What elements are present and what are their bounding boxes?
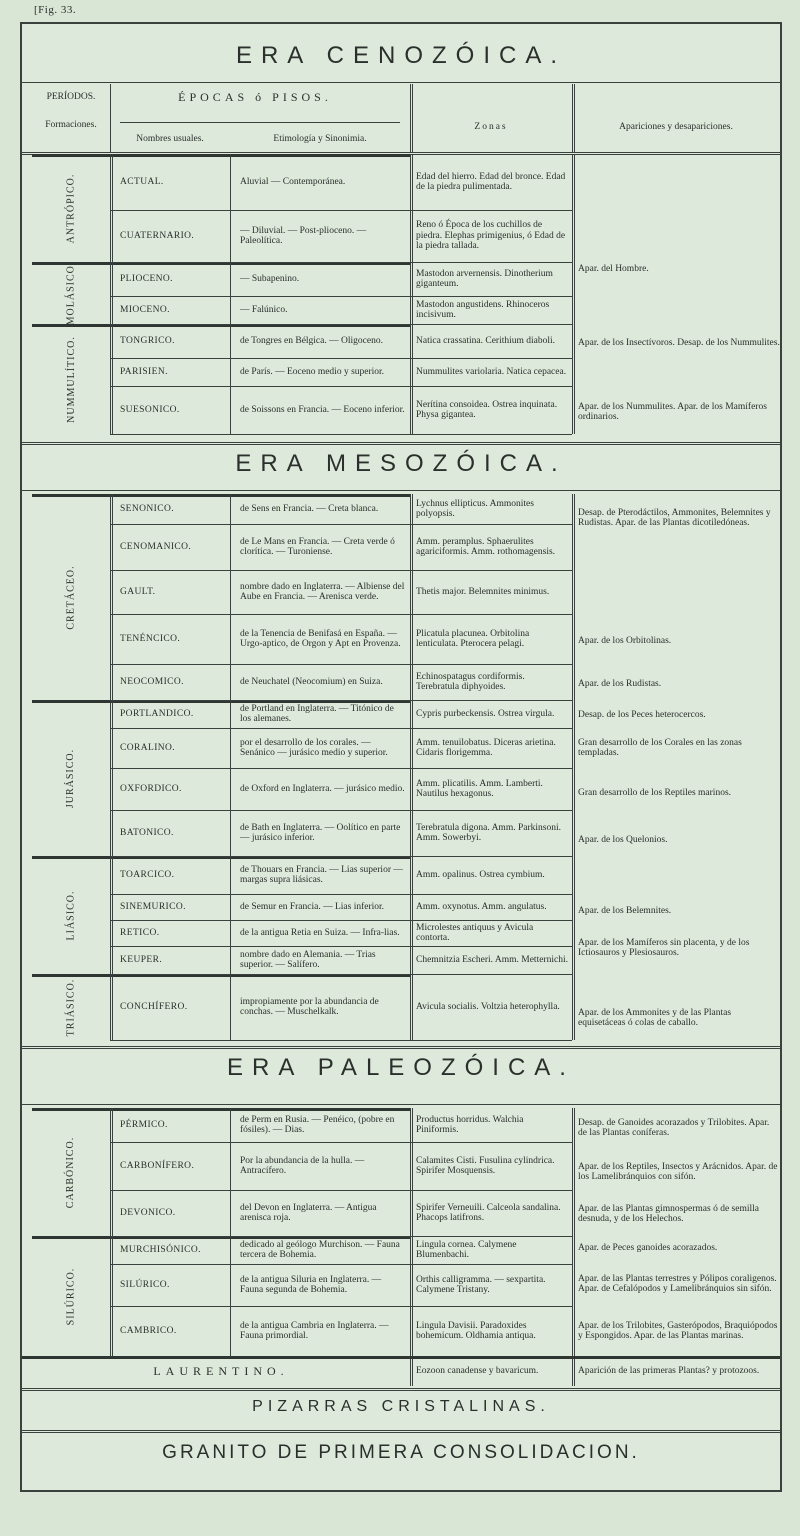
period-label	[32, 856, 110, 974]
epoch-zones: Calamites Cisti. Fusulina cylindrica. Spirifer Mosquensis.	[416, 1155, 555, 1176]
epoch-etymology: nombre dado en Alemania. — Trias superior. — Salífero.	[240, 949, 376, 970]
laurentino-name: LAURENTINO.	[153, 1363, 289, 1378]
period-name: NUMMULÍTICO.	[65, 335, 77, 423]
era-title: ERA CENOZÓICA.	[235, 42, 567, 69]
rule-line	[22, 1388, 780, 1391]
rule-line	[410, 946, 572, 947]
column-rule	[572, 1356, 575, 1386]
era-title: ERA PALEOZÓICA.	[227, 1054, 575, 1081]
period-label	[32, 974, 110, 1040]
laurentino-appearance: Aparición de las primeras Plantas? y protozoos.	[578, 1365, 760, 1376]
rule-line	[410, 324, 572, 325]
epoch-zones: Amm. oxynotus. Amm. angulatus.	[416, 901, 547, 912]
appearance-note: Apar. de los Insectívoros. Desap. de los Nummulites.	[578, 337, 780, 348]
epoch-etymology: — Diluvial. — Post-plioceno. — Paleolítica.	[240, 225, 367, 246]
epoch-zones: Productus horridus. Walchia Piniformis.	[416, 1114, 524, 1135]
period-label	[32, 494, 110, 700]
rule-line	[410, 1190, 572, 1191]
appearance-note: Apar. de los Belemnites.	[578, 905, 672, 916]
epoch-etymology: de la Tenencia de Benifasá en España. — Urgo-aptico, de Orgon y Apt en Provenza.	[240, 628, 401, 649]
epoch-name: PÉRMICO.	[120, 1119, 168, 1130]
rule-line	[410, 1264, 572, 1265]
rule-line	[410, 296, 572, 297]
appearance-note: Apar. de las Plantas terrestres y Pólipos coraligenos. Apar. de Cefalópodos y Lamelibránquios sin sifón.	[578, 1273, 777, 1294]
epoch-etymology: de la antigua Retia en Suiza. — Infra-lias.	[240, 927, 400, 938]
epoch-name: DEVONICO.	[120, 1207, 176, 1218]
column-rule	[230, 1108, 231, 1356]
period-label	[32, 324, 110, 434]
epoch-name: OXFORDICO.	[120, 783, 182, 794]
appearance-note: Apar. del Hombre.	[578, 263, 649, 274]
epoch-etymology: de Bath en Inglaterra. — Oolítico en parte — jurásico inferior.	[240, 822, 401, 843]
rule-line	[22, 1046, 780, 1049]
column-rule	[572, 84, 575, 152]
epoch-etymology: de Perm en Rusia. — Penéico, (pobre en fósiles). — Dias.	[240, 1114, 395, 1135]
rule-line	[410, 894, 572, 895]
rule-line	[22, 1356, 780, 1359]
period-label	[32, 154, 110, 262]
period-name: TRIÁSICO.	[65, 978, 77, 1036]
rule-line	[22, 490, 780, 491]
epoch-etymology: nombre dado en Inglaterra. — Albiense del Aube en Francia. — Arenisca verde.	[240, 581, 405, 602]
column-rule	[410, 84, 413, 152]
epoch-name: BATONICO.	[120, 827, 174, 838]
column-rule	[410, 1356, 413, 1386]
rule-line	[110, 1040, 410, 1041]
epoch-zones: Nerítina consoidea. Ostrea inquinata. Physa gigantea.	[416, 399, 558, 420]
header-zonas: Zonas	[474, 122, 508, 132]
rule-line	[22, 82, 780, 83]
header-periodos: PERÍODOS.	[46, 92, 96, 102]
epoch-zones: Amm. plicatilis. Amm. Lamberti. Nautilus hexagonus.	[416, 778, 543, 799]
period-name: LIÁSICO.	[65, 890, 77, 940]
epoch-etymology: de Oxford en Inglaterra. — jurásico medio.	[240, 783, 405, 794]
appearance-note: Gran desarrollo de los Reptiles marinos.	[578, 787, 732, 798]
rule-line	[410, 810, 572, 811]
epoch-zones: Amm. opalinus. Ostrea cymbium.	[416, 869, 545, 880]
epoch-name: SUESONICO.	[120, 404, 180, 415]
column-rule	[110, 84, 111, 152]
epoch-zones: Natica crassatina. Cerithium diaboli.	[416, 335, 556, 346]
rule-line	[410, 262, 572, 263]
epoch-zones: Reno ó Época de los cuchillos de piedra. Elephas primigenius, ó Edad de la piedra tallada.	[416, 220, 566, 252]
epoch-etymology: de París. — Eoceno medio y superior.	[240, 366, 385, 377]
epoch-name: TOARCICO.	[120, 869, 175, 880]
period-label	[32, 1108, 110, 1236]
rule-line	[410, 920, 572, 921]
epoch-zones: Chemnitzia Escheri. Amm. Metternichi.	[416, 954, 568, 965]
appearance-note: Apar. de los Mamíferos sin placenta, y de los Ictiosauros y Plesiosauros.	[578, 937, 750, 958]
header-epocas: ÉPOCAS ó PISOS.	[178, 90, 332, 104]
column-rule	[230, 494, 231, 1040]
rule-line	[120, 122, 400, 123]
granito-primera-consolidacion: GRANITO DE PRIMERA CONSOLIDACION.	[162, 1442, 640, 1463]
appearance-note: Desap. de Ganoides acorazados y Trilobites. Apar. de las Plantas coníferas.	[578, 1117, 770, 1138]
period-name: JURÁSICO.	[65, 748, 77, 808]
epoch-name: TONGRICO.	[120, 335, 175, 346]
column-rule	[110, 494, 113, 1040]
period-name: SILÚRICO.	[65, 1267, 77, 1325]
appearance-note: Apar. de Peces ganoides acorazados.	[578, 1242, 718, 1253]
rule-line	[410, 434, 572, 435]
epoch-zones: Lingula cornea. Calymene Blumenbachi.	[416, 1239, 517, 1260]
epoch-etymology: dedicado al geólogo Murchison. — Fauna tercera de Bohemia.	[240, 1239, 400, 1260]
epoch-name: PLIOCENO.	[120, 273, 173, 284]
epoch-etymology: del Devon en Inglaterra. — Antigua arenisca roja.	[240, 1202, 377, 1223]
rule-line	[410, 664, 572, 665]
epoch-zones: Edad del hierro. Edad del bronce. Edad de la piedra pulimentada.	[416, 171, 566, 192]
epoch-name: CORALINO.	[120, 742, 176, 753]
epoch-name: SINEMURICO.	[120, 901, 186, 912]
epoch-etymology: de Le Mans en Francia. — Creta verde ó clorítica. — Turoniense.	[240, 536, 395, 557]
epoch-zones: Cypris purbeckensis. Ostrea virgula.	[416, 708, 555, 719]
laurentino-zones: Eozoon canadense y bavaricum.	[416, 1365, 539, 1376]
period-name: CRETÁCEO.	[65, 564, 77, 630]
epoch-etymology: Aluvial — Contemporánea.	[240, 176, 346, 187]
epoch-zones: Terebratula digona. Amm. Parkinsoni. Amm. Sowerbyi.	[416, 822, 561, 843]
epoch-zones: Avicula socialis. Voltzia heterophylla.	[416, 1001, 560, 1012]
epoch-name: CUATERNARIO.	[120, 230, 195, 241]
epoch-zones: Orthis calligramma. — sexpartita. Calymene Tristany.	[416, 1274, 546, 1295]
epoch-name: MIOCENO.	[120, 304, 170, 315]
rule-line	[410, 768, 572, 769]
appearance-note: Apar. de los Quelonios.	[578, 834, 668, 845]
header-apariciones: Apariciones y desapariciones.	[619, 122, 733, 132]
epoch-zones: Mastodon arvernensis. Dinotherium giganteum.	[416, 268, 553, 289]
period-label	[32, 1236, 110, 1356]
appearance-note: Desap. de Pterodáctilos, Ammonites, Belemnites y Rudistas. Apar. de las Plantas dicotiledóneas.	[578, 507, 771, 528]
epoch-name: CARBONÍFERO.	[120, 1160, 195, 1171]
epoch-zones: Nummulites variolaria. Natica cepacea.	[416, 366, 567, 377]
header-formaciones: Formaciones.	[45, 120, 97, 130]
epoch-etymology: — Falúnico.	[240, 304, 288, 315]
rule-line	[410, 856, 572, 857]
epoch-etymology: de Neuchatel (Neocomium) en Suiza.	[240, 676, 383, 687]
period-label	[32, 262, 110, 324]
rule-line	[410, 1040, 572, 1041]
epoch-name: CONCHÍFERO.	[120, 1001, 188, 1012]
rule-line	[410, 524, 572, 525]
epoch-zones: Amm. tenuilobatus. Diceras arietina. Cidaris florigemma.	[416, 737, 556, 758]
rule-line	[110, 434, 410, 435]
rule-line	[410, 358, 572, 359]
column-rule	[230, 154, 231, 434]
epoch-name: MURCHISÓNICO.	[120, 1244, 201, 1255]
epoch-etymology: de la antigua Siluria en Inglaterra. — Fauna segunda de Bohemia.	[240, 1274, 382, 1295]
epoch-zones: Microlestes antiquus y Avicula contorta.	[416, 922, 534, 943]
epoch-zones: Lychnus ellipticus. Ammonites polyopsis.	[416, 498, 534, 519]
era-title: ERA MESOZÓICA.	[235, 450, 567, 477]
rule-line	[410, 700, 572, 701]
appearance-note: Apar. de los Orbitolinas.	[578, 635, 672, 646]
column-rule	[410, 494, 413, 1040]
epoch-name: SILÚRICO.	[120, 1279, 170, 1290]
epoch-zones: Thetis major. Belemnites minimus.	[416, 586, 550, 597]
appearance-note: Apar. de las Plantas gimnospermas ó de semilla desnuda, y de los Helechos.	[578, 1203, 759, 1224]
rule-line	[410, 728, 572, 729]
rule-line	[22, 442, 780, 445]
geological-table	[20, 22, 782, 1492]
epoch-name: RETICO.	[120, 927, 160, 938]
rule-line	[410, 974, 572, 975]
epoch-zones: Amm. peramplus. Sphaerulites agariciformis. Amm. rothomagensis.	[416, 536, 556, 557]
epoch-etymology: de Tongres en Bélgica. — Oligoceno.	[240, 335, 383, 346]
column-rule	[410, 1108, 413, 1356]
epoch-name: TENÉNCICO.	[120, 633, 181, 644]
column-rule	[110, 1108, 113, 1356]
pizarras-cristalinas: PIZARRAS CRISTALINAS.	[252, 1398, 550, 1415]
epoch-name: PARISIEN.	[120, 366, 168, 377]
epoch-etymology: de Sens en Francia. — Creta blanca.	[240, 503, 379, 514]
epoch-name: PORTLANDICO.	[120, 708, 194, 719]
header-nombres: Nombres usuales.	[136, 134, 204, 144]
rule-line	[22, 1104, 780, 1105]
header-etimologia: Etimología y Sinonimia.	[273, 134, 367, 144]
epoch-etymology: de la antigua Cambria en Inglaterra. — Fauna primordial.	[240, 1320, 389, 1341]
rule-line	[410, 570, 572, 571]
period-name: MOLÁSICO.	[65, 261, 77, 325]
rule-line	[22, 1430, 780, 1433]
epoch-name: NEOCOMICO.	[120, 676, 184, 687]
epoch-name: CAMBRICO.	[120, 1325, 177, 1336]
epoch-name: SENONICO.	[120, 503, 175, 514]
rule-line	[410, 1236, 572, 1237]
rule-line	[410, 210, 572, 211]
epoch-etymology: de Thouars en Francia. — Lias superior — margas supra liásicas.	[240, 864, 403, 885]
epoch-zones: Mastodon angustidens. Rhinoceros incisivum.	[416, 299, 550, 320]
epoch-etymology: — Subapenino.	[240, 273, 300, 284]
epoch-etymology: por el desarrollo de los corales. — Senánico — jurásico medio y superior.	[240, 737, 388, 758]
appearance-note: Apar. de los Trilobites, Gasterópodos, Braquiópodos y Espongidos. Apar. de las Plantas marinas.	[578, 1320, 778, 1341]
appearance-note: Apar. de los Nummulites. Apar. de los Mamíferos ordinarios.	[578, 401, 767, 422]
epoch-zones: Echinospatagus cordiformis. Terebratula diphyoides.	[416, 671, 525, 692]
epoch-name: ACTUAL.	[120, 176, 164, 187]
appearance-note: Apar. de los Ammonites y de las Plantas equisetáceas ó colas de caballo.	[578, 1007, 732, 1028]
appearance-note: Apar. de los Rudistas.	[578, 678, 662, 689]
column-rule	[110, 154, 113, 434]
period-label	[32, 700, 110, 856]
epoch-etymology: impropiamente por la abundancia de conchas. — Muschelkalk.	[240, 996, 379, 1017]
epoch-etymology: de Semur en Francia. — Lias inferior.	[240, 901, 385, 912]
epoch-etymology: Por la abundancia de la hulla. — Antracífero.	[240, 1155, 365, 1176]
epoch-zones: Spirifer Verneuili. Calceola sandalina. Phacops latifrons.	[416, 1202, 561, 1223]
rule-line	[410, 614, 572, 615]
appearance-note: Apar. de los Reptiles, Insectos y Arácnidos. Apar. de los Lamelibránquios con sifón.	[578, 1161, 778, 1182]
column-rule	[572, 154, 575, 434]
epoch-name: GAULT.	[120, 586, 156, 597]
period-name: ANTRÓPICO.	[65, 173, 77, 243]
epoch-zones: Plicatula placunea. Orbitolina lenticulata. Pterocera pelagi.	[416, 628, 530, 649]
page-label: [Fig. 33.	[34, 4, 77, 16]
rule-line	[410, 386, 572, 387]
period-name: CARBÓNICO.	[65, 1136, 77, 1208]
rule-line	[410, 1142, 572, 1143]
epoch-etymology: de Soissons en Francia. — Eoceno inferior.	[240, 404, 405, 415]
appearance-note: Gran desarrollo de los Corales en las zonas templadas.	[578, 737, 742, 758]
epoch-etymology: de Portland en Inglaterra. — Titónico de los alemanes.	[240, 703, 394, 724]
column-rule	[410, 154, 413, 434]
epoch-name: KEUPER.	[120, 954, 163, 965]
epoch-zones: Lingula Davisii. Paradoxides bohemicum. Oldhamia antiqua.	[416, 1320, 536, 1341]
appearance-note: Desap. de los Peces heterocercos.	[578, 709, 706, 720]
epoch-name: CENOMANICO.	[120, 541, 192, 552]
rule-line	[410, 1306, 572, 1307]
